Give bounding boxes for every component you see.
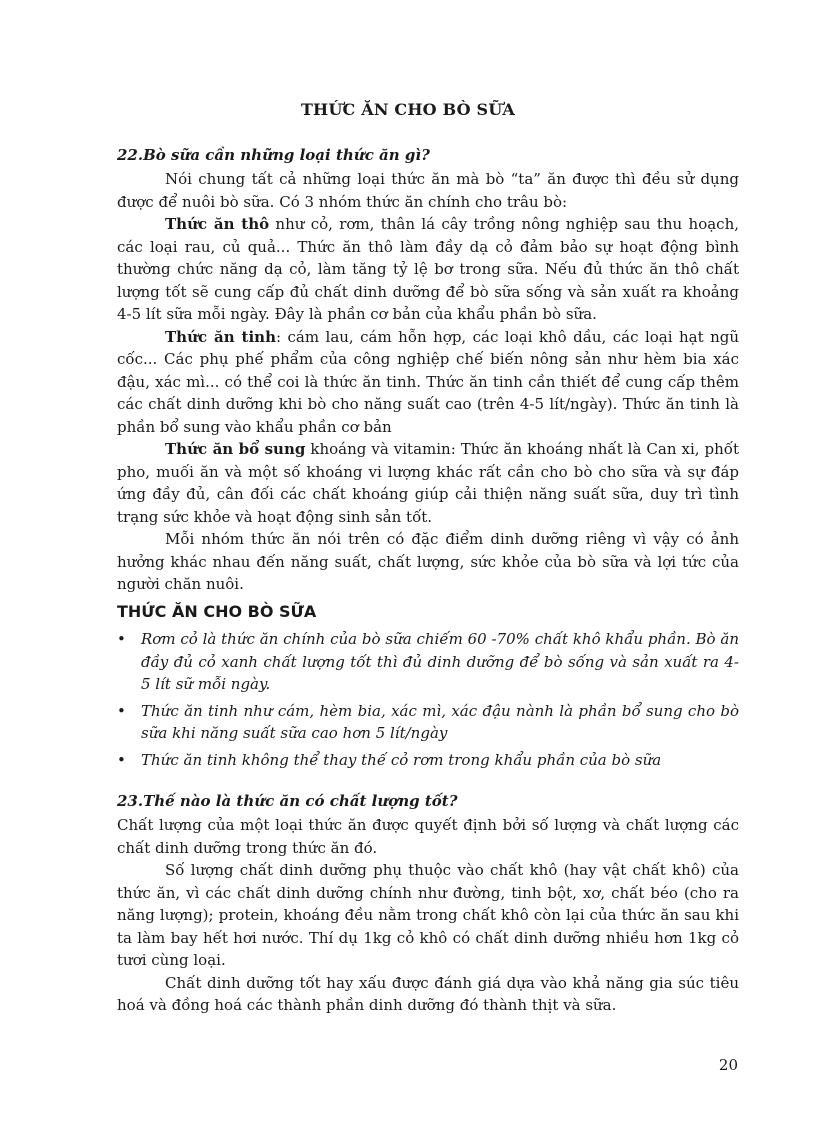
list-item — [117, 700, 739, 745]
q22-bosung-paragraph — [117, 438, 739, 528]
term-thuc-an-tinh: Thức ăn tinh — [165, 327, 276, 346]
question-23-heading: 23.Thế nào là thức ăn có chất lượng tốt? — [117, 792, 458, 810]
term-thuc-an-bo-sung: Thức ăn bổ sung — [165, 440, 306, 458]
question-22-body — [117, 168, 739, 596]
summary-list — [117, 628, 739, 775]
bullet-icon: • — [117, 701, 126, 720]
q22-closing: Mỗi nhóm thức ăn nói trên có đặc điểm dinh dưỡng riêng vì vậy có ảnh hưởng khác nhau đến năng suất, chất lượng, sức khỏe của bò sữa và lợi tức của người chăn nuôi. — [117, 530, 739, 593]
question-23-body — [117, 814, 739, 1017]
tinh-description: : cám lau, cám hỗn hợp, các loại khô dầu, các loại hạt ngũ cốc... Các phụ phế phẩm của công nghiệp chế biến nông sản như hèm bia xác đậu, xác mì... có thể coi là thức ăn tinh. Thức ăn tinh cần thiết để cung cấp thêm các chất dinh dưỡng khi bò cho năng suất cao (trên 4-5 lít/ngày). Thức ăn tinh là phần bổ sung vào khẩu phần cơ bản — [117, 327, 739, 436]
term-thuc-an-tho: Thức ăn thô — [165, 215, 270, 233]
q22-tho-paragraph — [117, 213, 739, 326]
question-22-heading: 22.Bò sữa cần những loại thức ăn gì? — [117, 146, 430, 164]
list-item-text: Thức ăn tinh như cám, hèm bia, xác mì, xác đậu nành là phần bổ sung cho bò sữa khi năng suất sữa cao hơn 5 lít/ngày — [141, 701, 739, 742]
list-item — [117, 749, 739, 772]
tho-description: như cỏ, rơm, thân lá cây trồng nông nghiệp sau thu hoạch, các loại rau, củ quả... Thức ăn thô làm đầy dạ cỏ đảm bảo sự hoạt động bình thường chức năng dạ cỏ, làm tăng tỷ lệ bơ trong sữa. Nếu đủ thức ăn thô chất lượng tốt sẽ cung cấp đủ chất dinh dưỡng để bò sữa sống và sản xuất ra khoảng 4-5 lít sữa mỗi ngày. Đây là phần cơ bản của khẩu phần bò sữa. — [117, 215, 739, 323]
page-number: 20 — [718, 1056, 738, 1074]
q23-paragraph-3: Chất dinh dưỡng tốt hay xấu được đánh giá dựa vào khả năng gia súc tiêu hoá và đồng hoá các thành phần dinh dưỡng đó thành thịt và sữa. — [117, 973, 739, 1014]
q22-tinh-paragraph — [117, 326, 739, 439]
bosung-description: khoáng và vitamin: Thức ăn khoáng nhất là Can xi, phốt pho, muối ăn và một số khoáng vi lượng khác rất cần cho bò cho sữa và sự đáp ứng đầy đủ, cân đối các chất khoáng giúp cải thiện năng suất sữa, duy trì tình trạng sức khỏe và hoạt động sinh sản tốt. — [117, 440, 739, 526]
bullet-icon: • — [117, 750, 126, 769]
bullet-icon: • — [117, 630, 126, 648]
q23-paragraph-2: Số lượng chất dinh dưỡng phụ thuộc vào chất khô (hay vật chất khô) của thức ăn, vì các chất dinh dưỡng chính như đường, tinh bột, xơ, chất béo (cho ra năng lượng); protein, khoáng đều nằm trong chất khô còn lại của thức ăn sau khi ta làm bay hết hơi nước. Thí dụ 1kg cỏ khô có chất dinh dưỡng nhiều hơn 1kg cỏ tươi cùng loại. — [117, 861, 739, 969]
q22-intro: Nói chung tất cả những loại thức ăn mà bò “ta” ăn được thì đều sử dụng được để nuôi bò sữa. Có 3 nhóm thức ăn chính cho trâu bò: — [117, 170, 739, 211]
page-title: THỨC ĂN CHO BÒ SỮA — [300, 100, 516, 119]
list-item — [117, 628, 739, 696]
summary-heading: THỨC ĂN CHO BÒ SỮA — [117, 602, 317, 621]
list-item-text: Thức ăn tinh không thể thay thế cỏ rơm trong khẩu phần của bò sữa — [141, 750, 662, 769]
list-item-text: Rơm cỏ là thức ăn chính của bò sữa chiếm 60 -70% chất khô khẩu phần. Bò ăn đầy đủ cỏ xanh chất lượng tốt thì đủ dinh dưỡng để bò sống và sản xuất ra 4- 5 lít sữ mỗi ngày. — [141, 630, 739, 693]
q23-paragraph-1: Chất lượng của một loại thức ăn được quyết định bởi số lượng và chất lượng các chất dinh dưỡng trong thức ăn đó. — [117, 816, 739, 857]
